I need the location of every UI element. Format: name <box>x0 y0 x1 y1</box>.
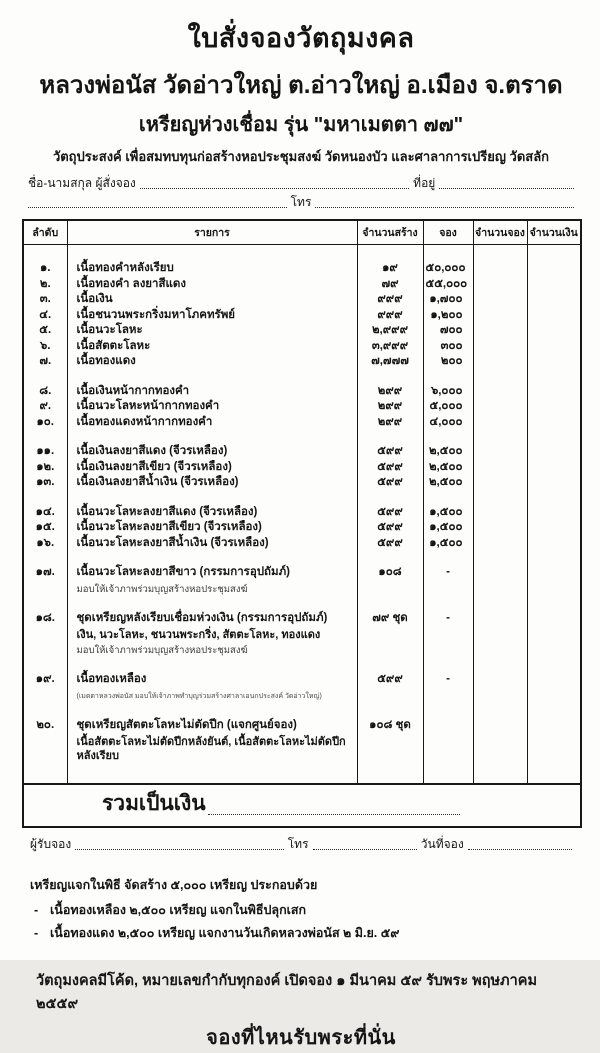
bullet-dash: - <box>34 903 39 917</box>
table-row: ๒๐. ชุดเหรียญสัตตะโลหะไม่ตัดปีก (แจกศูนย์จอง) ๑๐๘ ชุด <box>23 704 581 734</box>
table-row: ๑๐. เนื้อทองแดงหน้ากากทองคำ ๒๙๙ ๔,๐๐๐ <box>23 415 581 431</box>
table-row: ๑๔. เนื้อนวะโลหะลงยาสีแดง (จีวรเหลือง) ๕๙๙ ๑,๕๐๐ <box>23 491 581 521</box>
table-row: ๑๕. เนื้อนวะโลหะลงยาสีเขียว (จีวรเหลือง) ๕๙๙ ๑,๕๐๐ <box>23 520 581 536</box>
table-header-row <box>23 220 581 245</box>
purpose-line: วัตถุประสงค์ เพื่อสมทบทุนก่อสร้างหอประชุมสงฆ์ วัดหนองบัว และศาลาการเปรียญ วัดสลัก <box>52 149 550 164</box>
table-row: ๑๘. ชุดเหรียญหลังเรียบเชื่อมห่วงเงิน (กรรมการอุปถัมภ์) ๗๙ ชุด - <box>23 597 581 627</box>
table-row: ๗. เนื้อทองแดง ๗,๗๗๗ ๒๐๐ <box>23 354 581 370</box>
table-row-note: (เมตตาหลวงพ่อนัส มอบให้เจ้าภาพทำบุญร่วมสร้างศาลาเอนกประสงค์ วัดอ่าวใหญ่) <box>23 688 581 704</box>
column-header-qty: จำนวนจอง <box>473 220 527 245</box>
total-blank <box>208 813 460 815</box>
total-row <box>23 784 581 827</box>
bullet-dash: - <box>34 926 39 940</box>
column-header-amount: จำนวนเงิน <box>527 220 581 245</box>
receiver-line <box>28 836 574 853</box>
orderer-phone-line <box>26 194 576 211</box>
total-label: รวมเป็นเงิน <box>102 792 206 815</box>
series-line: เหรียญห่วงเชื่อม รุ่น "มหาเมตตา ๗๗" <box>138 114 464 136</box>
address-label: ที่อยู่ <box>413 176 436 190</box>
page-title: ใบสั่งจองวัตถุมงคล <box>187 23 415 53</box>
table-bottom-spacer <box>23 763 581 784</box>
table-row: ๓. เนื้อเงิน ๙๙๙ ๑,๗๐๐ <box>23 292 581 308</box>
column-header-made: จำนวนสร้าง <box>357 220 423 245</box>
table-row: ๒. เนื้อทองคำ ลงยาสีแดง ๗๙ ๕๕,๐๐๐ <box>23 277 581 293</box>
slogan-line: จองที่ไหนรับพระที่นั่น <box>206 1027 396 1049</box>
table-row: ๔. เนื้อชนวนพระกริ่งมหาโภคทรัพย์ ๙๙๙ ๑,๒๐๐ <box>23 308 581 324</box>
column-header-price: จอง <box>423 220 473 245</box>
column-header-index: ลำดับ <box>23 220 67 245</box>
order-table <box>22 219 582 828</box>
orderer-name-line <box>26 175 576 192</box>
address-blank-2 <box>28 206 287 208</box>
temple-line: หลวงพ่อนัส วัดอ่าวใหญ่ ต.อ่าวใหญ่ อ.เมือง จ.ตราด <box>39 72 563 99</box>
table-row: ๑๗. เนื้อนวะโลหะลงยาสีขาว (กรรมการอุปถัมภ์) ๑๐๘ - <box>23 551 581 581</box>
orderer-name-blank <box>140 187 409 189</box>
giveaway-item: - เนื้อทองแดง ๒,๕๐๐ เหรียญ แจกงานวันเกิดหลวงพ่อนัส ๒ มิ.ย. ๕๙ <box>34 926 400 940</box>
table-row: ๑๑. เนื้อเงินลงยาสีแดง (จีวรเหลือง) ๕๙๙ ๒,๕๐๐ <box>23 430 581 460</box>
table-row-note: เนื้อสัตตะโลหะไม่ตัดปีกหลังยันต์, เนื้อสัตตะโลหะไม่ตัดปีกหลังเรียบ <box>23 733 581 763</box>
table-row: ๑๓. เนื้อเงินลงยาสีน้ำเงิน (จีวรเหลือง) ๕๙๙ ๒,๕๐๐ <box>23 475 581 491</box>
table-row-note: มอบให้เจ้าภาพร่วมบุญสร้างหอประชุมสงฆ์ <box>23 581 581 597</box>
phone-blank <box>315 206 574 208</box>
address-blank <box>439 187 574 189</box>
ceremony-giveaway-block <box>30 875 572 943</box>
receiver-phone-label: โทร <box>287 837 309 851</box>
table-row: ๖. เนื้อสัตตะโลหะ ๓,๙๙๙ ๓๐๐ <box>23 339 581 355</box>
column-header-item: รายการ <box>67 220 357 245</box>
order-date-label: วันที่จอง <box>420 837 464 851</box>
order-table-body <box>23 245 581 785</box>
phone-label: โทร <box>290 195 312 209</box>
table-row-note: มอบให้เจ้าภาพร่วมบุญสร้างหอประชุมสงฆ์ <box>23 642 581 658</box>
table-row: ๑๙. เนื้อทองเหลือง ๕๙๙ - <box>23 658 581 688</box>
table-row: ๑๖. เนื้อนวะโลหะลงยาสีน้ำเงิน (จีวรเหลือง) ๕๙๙ ๑,๕๐๐ <box>23 536 581 552</box>
table-row: ๙. เนื้อนวะโลหะหน้ากากทองคำ ๒๙๙ ๕,๐๐๐ <box>23 399 581 415</box>
receiver-phone-blank <box>313 848 417 850</box>
receiver-label: ผู้รับจอง <box>30 837 72 851</box>
table-row: ๑๒. เนื้อเงินลงยาสีเขียว (จีวรเหลือง) ๕๙๙ ๒,๕๐๐ <box>23 460 581 476</box>
order-date-blank <box>468 848 572 850</box>
receiver-blank <box>75 848 284 850</box>
table-row: ๑. เนื้อทองคำหลังเรียบ ๑๙ ๕๐,๐๐๐ <box>23 245 581 277</box>
table-row: ๘. เนื้อเงินหน้ากากทองคำ ๒๙๙ ๖,๐๐๐ <box>23 370 581 400</box>
table-row: ๕. เนื้อนวะโลหะ ๒,๙๙๙ ๗๐๐ <box>23 323 581 339</box>
giveaway-title: เหรียญแจกในพิธี จัดสร้าง ๕,๐๐๐ เหรียญ ประกอบด้วย <box>30 878 318 892</box>
orderer-name-label: ชื่อ-นามสกุล ผู้สั่งจอง <box>28 176 136 190</box>
giveaway-item: - เนื้อทองเหลือง ๒,๕๐๐ เหรียญ แจกในพิธีปลุกเสก <box>34 903 307 917</box>
table-row-note: เงิน, นวะโลหะ, ชนวนพระกริ่ง, สัตตะโลหะ, ทองแดง <box>23 626 581 642</box>
code-info-line: วัตถุมงคลมีโค้ด, หมายเลขกำกับทุกองค์ เปิดจอง ๑ มีนาคม ๕๙ รับพระ พฤษภาคม ๒๕๕๙ <box>36 973 538 1012</box>
